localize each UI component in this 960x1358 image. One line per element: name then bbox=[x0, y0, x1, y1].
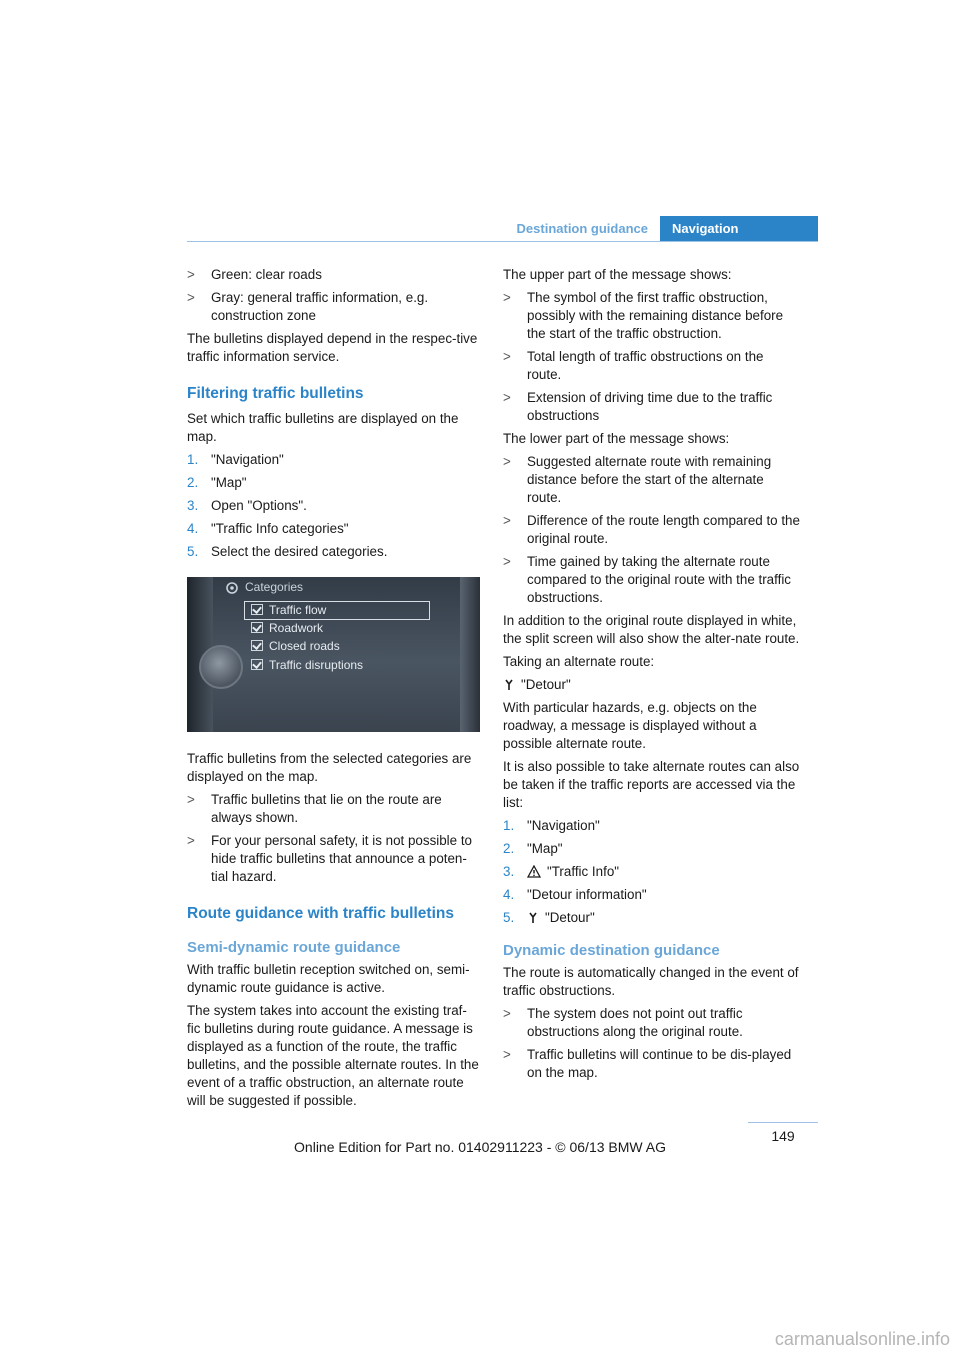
page-number: 149 bbox=[771, 1128, 795, 1144]
bullet-marker: > bbox=[503, 390, 511, 405]
bullet-text: Suggested alternate route with remaining distance before the start of the alternate route. bbox=[527, 454, 772, 505]
bullet-text: Gray: general traffic information, e.g. construction zone bbox=[211, 290, 429, 323]
checkbox-checked-icon bbox=[251, 622, 263, 633]
gear-icon bbox=[225, 581, 239, 595]
header-section-title: Destination guidance bbox=[516, 221, 648, 236]
step-item bbox=[187, 451, 480, 469]
step-text: Select the desired categories. bbox=[211, 544, 388, 559]
list-item bbox=[187, 266, 480, 284]
category-label: Traffic disruptions bbox=[269, 658, 364, 672]
bullet-marker: > bbox=[503, 1047, 511, 1062]
bullet-marker: > bbox=[503, 349, 511, 364]
detour-icon bbox=[527, 910, 539, 924]
bullet-text: Green: clear roads bbox=[211, 267, 322, 282]
heading-semi-dynamic: Semi-dynamic route guidance bbox=[187, 939, 401, 956]
paragraph: Taking an alternate route: bbox=[503, 654, 655, 669]
paragraph: In addition to the original route displayed in white, the split screen will also show the alter-nate route. bbox=[503, 613, 800, 646]
step-text: "Navigation" bbox=[211, 452, 284, 467]
paragraph: The system takes into account the existing traf-fic bulletins during route guidance. A message is displayed as a function of the route, the traffic bulletins, and the possible alternate routes. In the event of a traffic obstruction, an alternate route will be suggested if possible. bbox=[187, 1003, 479, 1108]
category-label: Closed roads bbox=[269, 639, 340, 653]
paragraph: The lower part of the message shows: bbox=[503, 431, 730, 446]
paragraph: With traffic bulletin reception switched on, semi-dynamic route guidance is active. bbox=[187, 962, 470, 995]
warning-triangle-icon bbox=[527, 865, 541, 878]
paragraph: With particular hazards, e.g. objects on the roadway, a message is displayed without a possible alternate route. bbox=[503, 700, 757, 751]
heading-route-guidance: Route guidance with traffic bulletins bbox=[187, 905, 454, 922]
step-item bbox=[187, 520, 480, 538]
controller-knob-icon bbox=[199, 645, 243, 689]
checkbox-checked-icon bbox=[251, 640, 263, 651]
bullet-text: For your personal safety, it is not possible to hide traffic bulletins that announce a poten-tial hazard. bbox=[211, 833, 472, 884]
list-item bbox=[187, 791, 480, 827]
step-text: Open "Options". bbox=[211, 498, 307, 513]
bullet-marker: > bbox=[503, 513, 511, 528]
step-text: "Detour" bbox=[545, 910, 595, 925]
step-item bbox=[187, 474, 480, 492]
step-text: "Traffic Info categories" bbox=[211, 521, 349, 536]
categories-screenshot bbox=[187, 577, 480, 732]
bullet-marker: > bbox=[187, 290, 195, 305]
step-number: 5. bbox=[187, 544, 199, 559]
paragraph: It is also possible to take alternate routes can also be taken if the traffic reports are accessed via the list: bbox=[503, 759, 800, 810]
heading-filtering: Filtering traffic bulletins bbox=[187, 385, 364, 402]
checkbox-checked-icon bbox=[251, 659, 263, 670]
step-text: "Map" bbox=[211, 475, 247, 490]
bullet-text: The system does not point out traffic obstructions along the original route. bbox=[527, 1006, 743, 1039]
step-item bbox=[187, 543, 480, 561]
bullet-marker: > bbox=[503, 454, 511, 469]
list-item bbox=[503, 453, 800, 507]
bullet-text: Extension of driving time due to the traffic obstructions bbox=[527, 390, 773, 423]
screen-title: Categories bbox=[245, 580, 304, 594]
detour-label: "Detour" bbox=[521, 677, 571, 692]
bullet-text: Traffic bulletins will continue to be dis-played on the map. bbox=[527, 1047, 792, 1080]
detour-icon bbox=[503, 677, 515, 691]
step-number: 3. bbox=[503, 864, 515, 879]
header-chapter-tab: Navigation bbox=[660, 216, 818, 242]
bullet-text: Total length of traffic obstructions on the route. bbox=[527, 349, 764, 382]
header-rule bbox=[187, 241, 818, 242]
step-item bbox=[503, 886, 800, 904]
step-item bbox=[187, 497, 480, 515]
list-item bbox=[503, 1046, 800, 1082]
right-column bbox=[503, 266, 800, 1087]
step-item bbox=[503, 863, 800, 881]
list-item bbox=[503, 289, 800, 343]
step-number: 2. bbox=[187, 475, 199, 490]
screen-bezel-right bbox=[460, 577, 480, 732]
step-number: 4. bbox=[187, 521, 199, 536]
step-item bbox=[503, 840, 800, 858]
list-item bbox=[503, 389, 800, 425]
step-number: 3. bbox=[187, 498, 199, 513]
step-number: 1. bbox=[187, 452, 199, 467]
step-item bbox=[503, 817, 800, 835]
step-number: 2. bbox=[503, 841, 515, 856]
step-text: "Navigation" bbox=[527, 818, 600, 833]
list-item bbox=[503, 512, 800, 548]
bullet-marker: > bbox=[187, 792, 195, 807]
bullet-text: Difference of the route length compared to the original route. bbox=[527, 513, 800, 546]
list-item bbox=[503, 348, 800, 384]
category-roadwork[interactable] bbox=[251, 620, 323, 636]
bullet-marker: > bbox=[503, 290, 511, 305]
heading-dynamic-guidance: Dynamic destination guidance bbox=[503, 942, 720, 959]
step-number: 1. bbox=[503, 818, 515, 833]
paragraph: The bulletins displayed depend in the respec-tive traffic information service. bbox=[187, 331, 478, 364]
paragraph: Set which traffic bulletins are displayed on the map. bbox=[187, 411, 459, 444]
bullet-text: Traffic bulletins that lie on the route are always shown. bbox=[211, 792, 442, 825]
step-text: "Detour information" bbox=[527, 887, 647, 902]
bullet-marker: > bbox=[187, 833, 195, 848]
bullet-marker: > bbox=[187, 267, 195, 282]
step-text: "Traffic Info" bbox=[547, 864, 620, 879]
list-item bbox=[187, 289, 480, 325]
page-number-rule bbox=[748, 1122, 818, 1123]
category-label: Traffic flow bbox=[269, 603, 327, 617]
category-closed-roads[interactable] bbox=[251, 638, 340, 654]
category-traffic-disruptions[interactable] bbox=[251, 657, 363, 673]
list-item bbox=[503, 553, 800, 607]
category-traffic-flow[interactable] bbox=[251, 602, 326, 618]
bullet-marker: > bbox=[503, 1006, 511, 1021]
detour-line bbox=[503, 676, 800, 694]
step-number: 5. bbox=[503, 910, 515, 925]
category-label: Roadwork bbox=[269, 621, 324, 635]
paragraph: The route is automatically changed in the event of traffic obstructions. bbox=[503, 965, 799, 998]
list-item bbox=[503, 1005, 800, 1041]
left-column bbox=[187, 266, 480, 1115]
paragraph: The upper part of the message shows: bbox=[503, 267, 732, 282]
paragraph: Traffic bulletins from the selected categories are displayed on the map. bbox=[187, 751, 472, 784]
watermark: carmanualsonline.info bbox=[774, 1329, 950, 1349]
list-item bbox=[187, 832, 480, 886]
bullet-text: Time gained by taking the alternate route compared to the original route with the traffic obstructions. bbox=[527, 554, 791, 605]
step-item bbox=[503, 909, 800, 927]
bullet-marker: > bbox=[503, 554, 511, 569]
footer-edition: Online Edition for Part no. 01402911223 - © 06/13 BMW AG bbox=[294, 1139, 666, 1155]
bullet-text: The symbol of the first traffic obstruction, possibly with the remaining distance before the start of the traffic obstruction. bbox=[527, 290, 784, 341]
checkbox-checked-icon bbox=[251, 604, 263, 615]
step-number: 4. bbox=[503, 887, 515, 902]
step-text: "Map" bbox=[527, 841, 563, 856]
